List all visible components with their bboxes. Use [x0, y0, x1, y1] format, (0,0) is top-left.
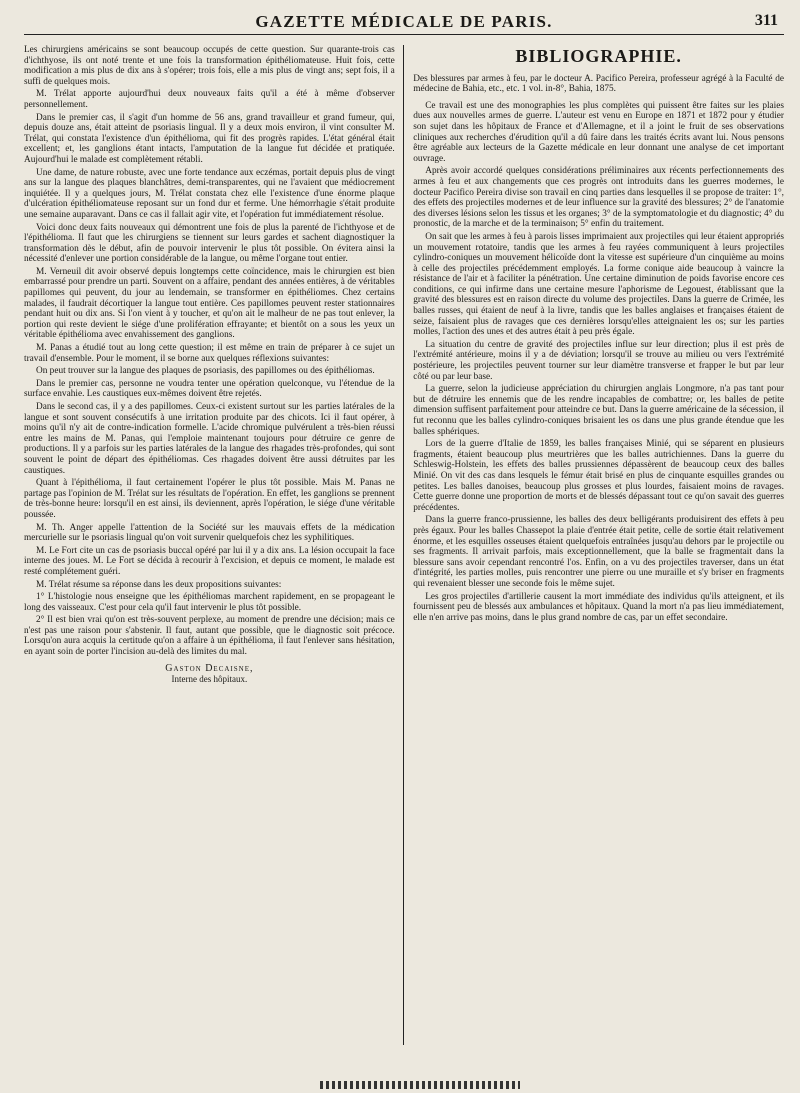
- left-paragraph: M. Panas a étudié tout au long cette question; il est même en train de préparer à ce sujet un travail d'ensemble. Pour le moment, il se borne aux quelques réflexions suivantes:: [24, 343, 395, 364]
- columns: [24, 45, 784, 1061]
- left-paragraph: M. Verneuil dit avoir observé depuis longtemps cette coïncidence, mais le chirurgien est bien embarrassé pour prendre un parti. Souvent on a affaire, pendant des années entières, à de véritables papillomes qui peuvent, du jour au lendemain, se transformer en épithéliomes. Chez certains malades, il faudrait décortiquer la langue tout entière. Ces papillomes peuvent rester stationnaires pendant huit ou dix ans. Si l'on vient à y toucher, et qu'on ait le malheur de ne pas tout enlever, la portion qui reste devient le siége d'une prolifération effrayante; et bientôt on a sous les yeux un véritable épithélioma avec envahissement des ganglions.: [24, 266, 395, 341]
- right-paragraph: La situation du centre de gravité des projectiles influe sur leur direction; plus il est près de l'extrémité antérieure, moins il y a de déviation; lorsqu'il se trouve au milieu ou vers l'extrémité postérieure, les projectiles peuvent tourner sur leur diamètre transverse et frapper le but par leur côté ou par leur base.: [413, 339, 784, 382]
- right-paragraph: On sait que les armes à feu à parois lisses imprimaient aux projectiles qui leur étaient appropriés un mouvement rotatoire, tandis que les armes à feu rayées communiquent à leurs projectiles cylindro-coniques un mouvement hélicoïde dont la vitesse est supérieure d'un cinquième au moins à celle des projectiles précédemment employés. La forme conique aide beaucoup à vaincre la résistance de l'air et à faciliter la pénétration. Une certaine diminution de poids favorise encore ces conditions, ce qui infirme dans une certaine mesure l'aphorisme de Legouest, établissant que la gravité des blessures est en raison directe du volume des projectiles. Dans la guerre de Crimée, les balles russes, qui étaient de neuf à la livre, tandis que les balles anglaises et françaises étaient de seize, faisaient plus de ravages que ces dernières lorsqu'elles atteignaient les os; sur les parties molles, l'action des unes et des autres était à peu près égale.: [413, 231, 784, 338]
- left-paragraph: Une dame, de nature robuste, avec une forte tendance aux eczémas, portait depuis plus de vingt ans sur la langue des plaques blanchâtres, demi-transparentes, qui ne l'avaient que médiocrement inquiétée. Il y a quelques jours, M. Trélat constata chez elle l'existence d'une énorme plaque d'ulcération épithéliomateuse reposant sur un fond dur et ferme. Une hémorrhagie s'était produite une semaine auparavant. Dans ce cas il fallait agir vite, et l'opération fut immédiatement résolue.: [24, 167, 395, 220]
- right-paragraph: Lors de la guerre d'Italie de 1859, les balles françaises Minié, qui se séparent en plusieurs fragments, étaient beaucoup plus meurtrières que les balles autrichiennes. Dans la guerre du Schleswig-Holstein, les effets des balles prussiennes dépassèrent de beaucoup ceux des balles Minié. On vit des cas dans lesquels le fémur était brisé en plus de cinquante esquilles grandes ou petites. Les balles danoises, beaucoup plus grosses et plus lourdes, faisaient moins de ravages. Cette guerre donne une proportion de morts et de blessés dépassant tout ce qu'on savait des guerres précédentes.: [413, 439, 784, 513]
- left-paragraph: M. Le Fort cite un cas de psoriasis buccal opéré par lui il y a dix ans. La lésion occupait la face interne des joues. M. Le Fort se décida à recourir à l'excision, et depuis ce moment, le malade est resté complétement guéri.: [24, 545, 395, 577]
- right-paragraph: Dans la guerre franco-prussienne, les balles des deux belligérants produisirent des effets à peu près égaux. Pour les balles Chassepot la plaie d'entrée était petite, celle de sortie était relativement énorme, et les esquilles osseuses étaient quelquefois entraînées jusqu'au dehors par le projectile ou ses fragments. Il arrivait parfois, mais exceptionnellement, que la balle se fragmentait dans la blessure sans avoir cependant rencontré l'os. Enfin, on a vu des projectiles traverser, dans un état d'intégrité, les parties molles, puis rencontrer une pierre ou une muraille et s'y briser en fragments qui revenaient blesser une seconde fois le même sujet.: [413, 515, 784, 589]
- right-paragraph: Les gros projectiles d'artillerie causent la mort immédiate des individus qu'ils atteignent, et ils fournissent peu de blessés aux ambulances et hôpitaux. Quand la mort n'a pas lieu immédiatement, elle n'en arrive pas moins, dans le plus grand nombre de cas, par un effet secondaire.: [413, 591, 784, 623]
- bibliography-reference: Des blessures par armes à feu, par le docteur A. Pacifico Pereira, professeur agrégé à la Faculté de médecine de Bahia, etc., etc. 1 vol. in-8°, Bahia, 1875.: [413, 73, 784, 95]
- right-paragraph: Ce travail est une des monographies les plus complètes qui puissent être faites sur les plaies dues aux nouvelles armes de guerre. L'auteur est venu en Europe en 1871 et 1872 pour y étudier son sujet dans les hôpitaux de France et d'Allemagne, et il a joint le fruit de ses observations cliniques aux recherches d'érudition qu'il a dû faire dans les traités écrits avant lui. Nous pensons être agréable aux lecteurs de la Gazette médicale en leur donnant une analyse de cet important ouvrage.: [413, 100, 784, 164]
- left-column: [24, 45, 403, 1061]
- footer-ornament: [320, 1081, 520, 1089]
- left-paragraph: Dans le premier cas, personne ne voudra tenter une opération quelconque, vu l'étendue de la surface envahie. Les caustiques eux-mêmes doivent être rejetés.: [24, 378, 395, 400]
- left-paragraph: On peut trouver sur la langue des plaques de psoriasis, des papillomes ou des épithéliomas.: [36, 366, 375, 377]
- left-paragraph: Voici donc deux faits nouveaux qui démontrent une fois de plus la parenté de l'ichthyose et de l'épithélioma. Il faut que les chirurgiens se tiennent sur leurs gardes et sachent diagnostiquer la transformation dès le début, afin de pouvoir intervenir le plus tôt possible. On évitera ainsi la nécessité d'enlever une portion considérable de la langue, ou même l'organe tout entier.: [24, 222, 395, 265]
- left-paragraph: M. Trélat apporte aujourd'hui deux nouveaux faits qu'il a été à même d'observer personnellement.: [24, 89, 395, 110]
- right-paragraph: Après avoir accordé quelques considérations préliminaires aux récents perfectionnements des armes à feu et aux changements que ces progrès ont introduits dans les guerres modernes, le docteur Pacifico Pereira divise son travail en cinq parties dans lesquelles il se propose de traiter: 1°, des effets des projectiles modernes et de leur influence sur la gravité des blessures; 2° de l'anatomie des diverses lésions selon les tissus et les organes; 3° de la symptomatologie et du diagnostic; 4° du pronostic, de la marche et de la terminaison; 5° enfin du traitement.: [413, 166, 784, 230]
- right-paragraph: La guerre, selon la judicieuse appréciation du chirurgien anglais Longmore, n'a pas tant pour but de détruire les ennemis que de les rendre incapables de combattre; or, les balles de petite dimension suffisent parfaitement pour atteindre ce but. Dans la guerre américaine de la sécession, il fut reconnu que les balles cylindro-coniques brisaient les os dans une plus grande étendue que les balles sphériques.: [413, 384, 784, 437]
- right-column: [404, 45, 784, 1061]
- left-paragraph: 1° L'histologie nous enseigne que les épithéliomas marchent rapidement, en se propageant le long des vaisseaux. C'est pour cela qu'il faut intervenir le plus tôt possible.: [24, 592, 395, 613]
- left-paragraph: M. Trélat résume sa réponse dans les deux propositions suivantes:: [36, 579, 282, 590]
- section-title: BIBLIOGRAPHIE.: [515, 46, 682, 66]
- left-paragraph: M. Th. Anger appelle l'attention de la Société sur les mauvais effets de la médication mercurielle sur le psoriasis lingual qu'on voit survenir quelquefois chez les syphilitiques.: [24, 522, 395, 544]
- signature-role: Interne des hôpitaux.: [171, 674, 248, 685]
- left-paragraph: Dans le second cas, il y a des papillomes. Ceux-ci existent surtout sur les parties latérales de la langue et sont souvent consécutifs à une irritation produite par des chicots. Ici il faut opérer, à moins qu'il n'y ait de contre-indication formelle. L'acide chromique pulvérulent a très-bien réussi entre les mains de M. Panas, qui l'emploie maintenant toujours pour détruire ce genre de productions. Il y a parfois sur les parties latérales de la langue des rhagades très-profondes, qui sont souvent le point de départ des épithéliomas. Ces rhagades doivent être aussi détruites par les caustiques.: [24, 402, 395, 476]
- left-paragraph: Dans le premier cas, il s'agit d'un homme de 56 ans, grand travailleur et grand fumeur, qui, depuis douze ans, était atteint de psoriasis lingual. Il y a deux mois environ, il vint consulter M. Trélat, qui constata l'existence d'un épithélioma, qui fit des progrès rapides. L'état général était excellent; et, les ganglions étant intacts, l'amputation de la langue fut décidée et pratiquée. Aujourd'hui le malade est complètement rétabli.: [24, 112, 395, 165]
- journal-title: GAZETTE MÉDICALE DE PARIS.: [255, 12, 553, 31]
- left-paragraph: 2° Il est bien vrai qu'on est très-souvent perplexe, au moment de prendre une décision; mais ce n'est pas une raison pour s'abstenir. Il faut, autant que possible, que le diagnostic soit précoce. Lorsqu'on aura acquis la certitude qu'on a affaire à un épithélioma, il faut l'enlever sans hésitation, en ayant soin de porter l'incision au-delà des limites du mal.: [24, 615, 395, 658]
- page-header: [24, 8, 784, 35]
- page-number: 311: [754, 12, 778, 29]
- signature-block: [24, 664, 395, 685]
- left-paragraph: Quant à l'épithélioma, il faut certainement l'opérer le plus tôt possible. Mais M. Panas ne partage pas l'opinion de M. Trélat sur les résultats de l'opération. En effet, les ganglions se prennent de très-bonne heure: lorsqu'il en est ainsi, ils deviennent, après l'opération, le siége d'une véritable poussée.: [24, 478, 395, 520]
- signature-name: Gaston Decaisne,: [165, 662, 254, 674]
- left-paragraph: Les chirurgiens américains se sont beaucoup occupés de cette question. Sur quarante-trois cas d'ichthyose, ils ont noté trente et une fois la transformation épithéliomateuse. Huit fois, cette modification a mis plus de dix ans à s'opérer; trois fois, elle a mis plus de vingt ans; sept fois, il a suffi de quelques mois.: [24, 45, 395, 87]
